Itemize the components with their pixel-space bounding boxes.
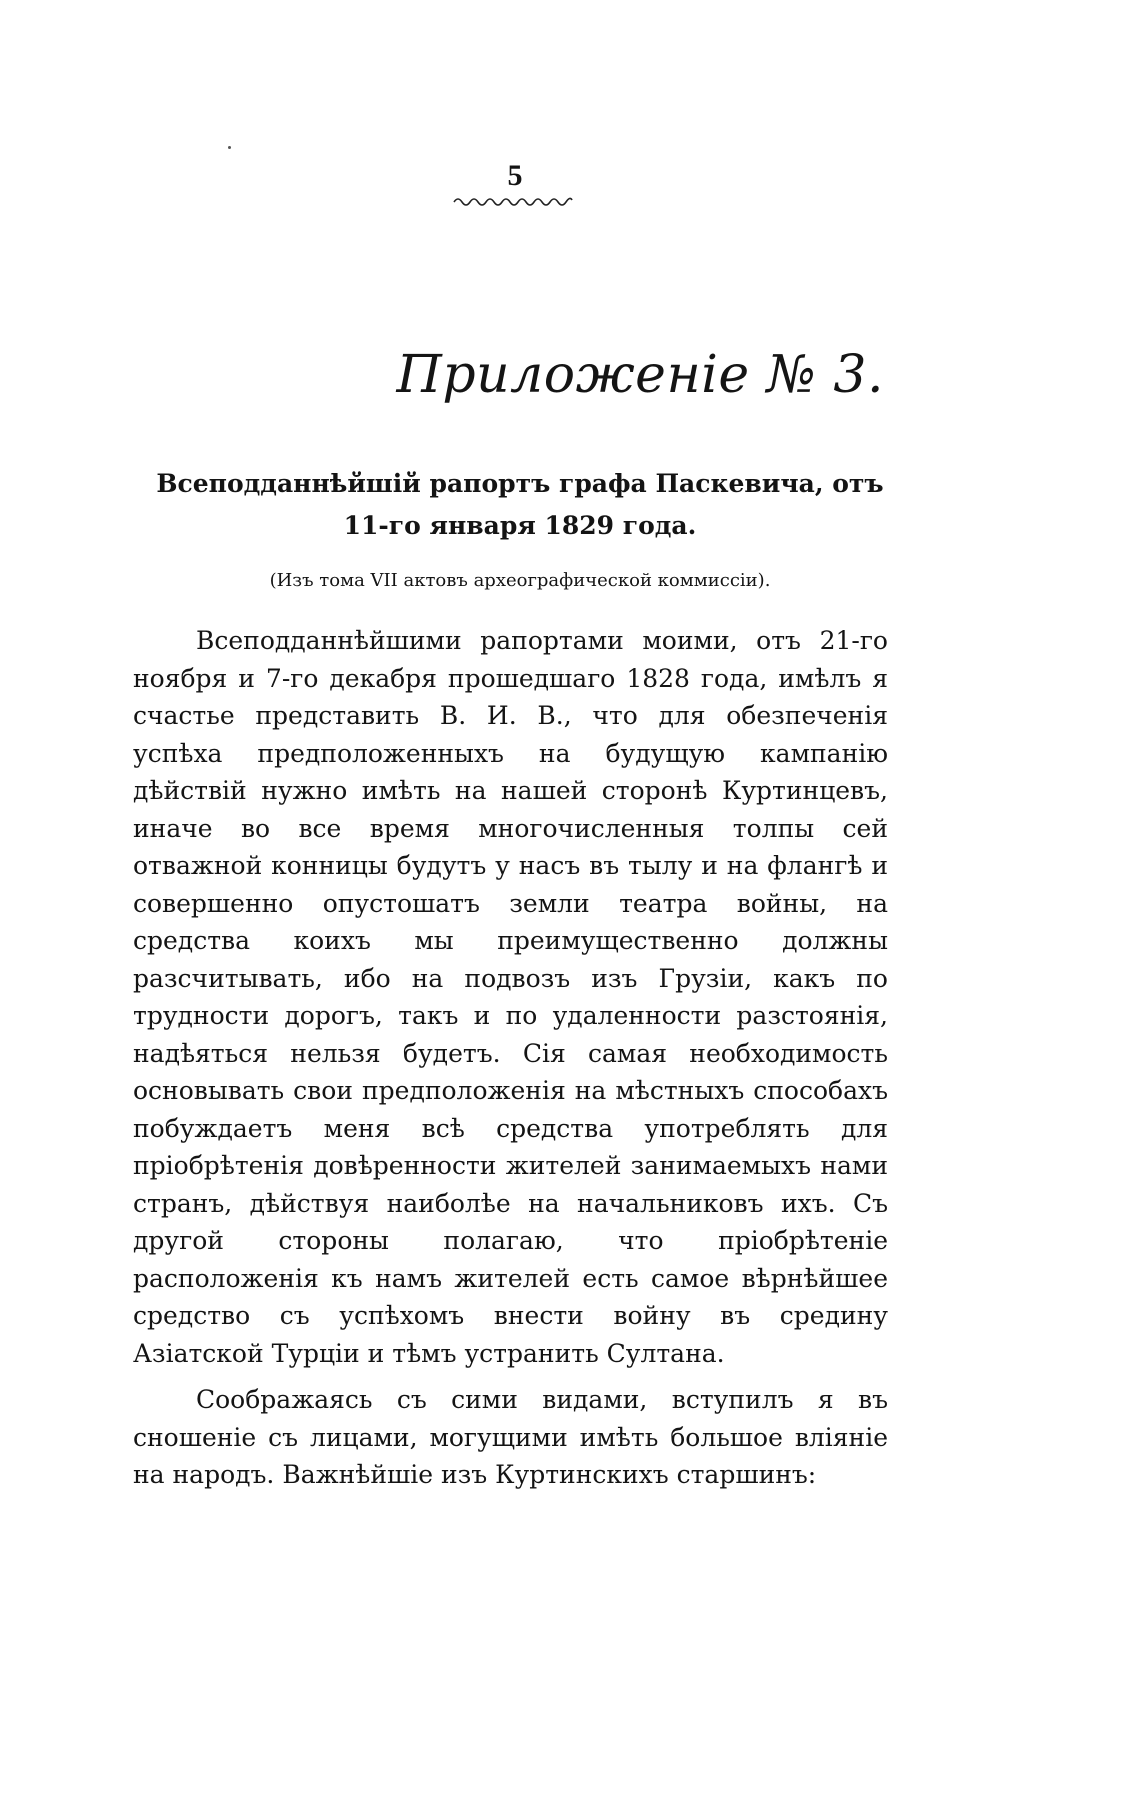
scan-speck	[228, 146, 231, 149]
paragraph: Соображаясь съ сими видами, вступилъ я въ сношеніе съ лицами, могущими имѣть большое вліяніе на народъ. Важнѣйшіе изъ Куртинскихъ старшинъ:	[133, 1385, 888, 1489]
wavy-rule-ornament	[452, 194, 574, 206]
body-text	[133, 622, 888, 1494]
paragraph: Всеподданнѣйшими рапортами моими, отъ 21-го ноября и 7-го декабря прошедшаго 1828 года, имѣлъ я счастье представить В. И. В., что для обезпеченія успѣха предположенныхъ на будущую кампанію дѣйствій нужно имѣть на нашей сторонѣ Куртинцевъ, иначе во все время многочисленныя толпы сей отважной конницы будутъ у насъ въ тылу и на флангѣ и совершенно опустошатъ земли театра войны, на средства коихъ мы преимущественно должны разсчитывать, ибо на подвозъ изъ Грузіи, какъ по трудности дорогъ, такъ и по удаленности разстоянія, надѣяться нельзя будетъ. Сія самая необходимость основывать свои предположенія на мѣстныхъ способахъ побуждаетъ меня всѣ средства употреблять для пріобрѣтенія довѣренности жителей занимаемыхъ нами странъ, дѣйствуя наиболѣе на начальниковъ ихъ. Съ другой стороны полагаю, что пріобрѣтеніе расположенія къ намъ жителей есть самое вѣрнѣйшее средство съ успѣхомъ внести войну въ средину Азіатской Турціи и тѣмъ устранить Султана.	[133, 626, 888, 1368]
page-number: 5	[507, 159, 523, 192]
source-note: (Изъ тома VII актовъ археографической коммиссіи).	[269, 570, 771, 591]
appendix-heading: Приложеніе № 3.	[396, 345, 884, 405]
document-title: Всеподданнѣйшій рапортъ графа Паскевича, отъ 11-го января 1829 года.	[156, 469, 884, 540]
